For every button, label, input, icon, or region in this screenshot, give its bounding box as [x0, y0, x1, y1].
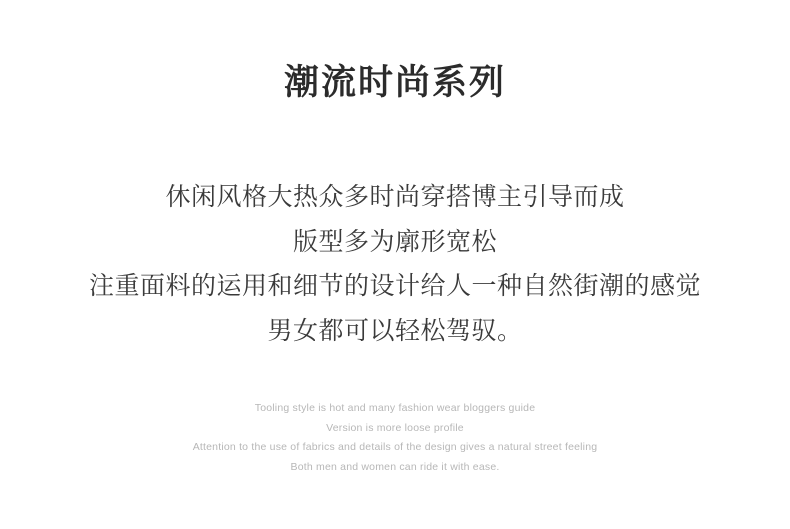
page-title: 潮流时尚系列 — [283, 63, 506, 102]
chinese-line: 注重面料的运用和细节的设计给人一种自然街潮的感觉 — [88, 272, 701, 301]
chinese-line: 版型多为廓形宽松 — [292, 227, 497, 256]
english-description — [193, 399, 598, 477]
chinese-line: 男女都可以轻松驾驭。 — [267, 316, 523, 345]
english-line: Version is more loose profile — [326, 421, 464, 434]
english-line: Tooling style is hot and many fashion wear bloggers guide — [254, 402, 536, 415]
chinese-description — [89, 175, 701, 353]
chinese-line: 休闲风格大热众多时尚穿搭博主引导而成 — [165, 183, 625, 212]
english-line: Attention to the use of fabrics and details of the design gives a natural street feeling — [192, 441, 598, 454]
english-line: Both men and women can ride it with ease. — [290, 460, 500, 473]
